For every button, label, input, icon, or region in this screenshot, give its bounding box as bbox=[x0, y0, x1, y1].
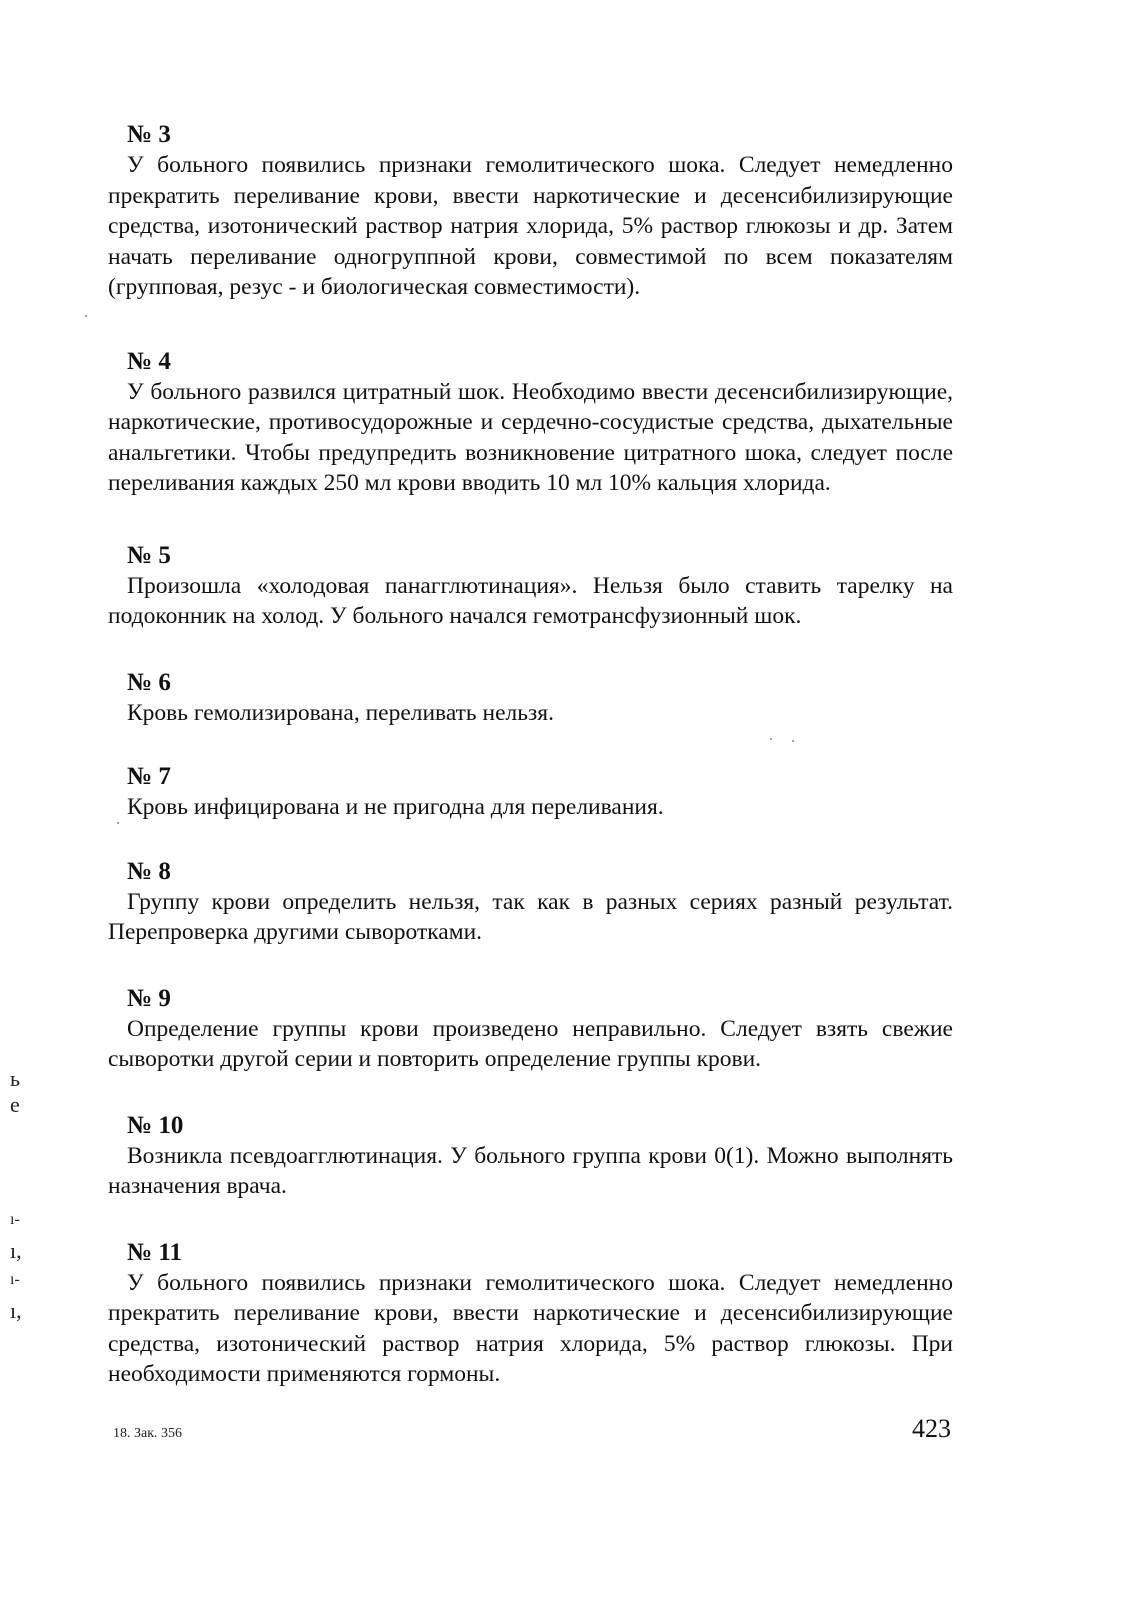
answers-section bbox=[108, 120, 953, 1390]
answer-item-11 bbox=[108, 1238, 953, 1390]
margin-fragment: ı, bbox=[10, 1298, 22, 1323]
answer-text: Кровь инфицирована и не пригодна для переливания. bbox=[127, 794, 664, 820]
scan-speck bbox=[792, 740, 794, 742]
answer-item-5 bbox=[108, 541, 953, 632]
answer-item-10 bbox=[108, 1111, 953, 1202]
answer-text: У больного появились признаки гемолитического шока. Следует немедленно прекратить переливание крови, ввести наркотические и десенсибилизирующие средства, изотонический раствор натрия хлорида, 5% раствор глюкозы. При необходимости применяются гормоны. bbox=[108, 1269, 953, 1387]
scan-speck bbox=[770, 738, 772, 740]
answer-item-3 bbox=[108, 120, 953, 303]
answer-number: № 8 bbox=[127, 857, 171, 885]
answer-text: Кровь гемолизирована, переливать нельзя. bbox=[127, 699, 554, 726]
scan-speck bbox=[117, 822, 119, 824]
answer-number: № 11 bbox=[127, 1238, 182, 1266]
answer-item-4 bbox=[108, 347, 953, 499]
answer-text: У больного появились признаки гемолитического шока. Следует немедленно прекратить переливание крови, ввести наркотические и десенсибилизирующие средства, изотонический раствор натрия хлорида, 5% раствор глюкозы и др. Затем начать переливание одногруппной крови, совместимой по всем показателям (групповая, резус - и биологическая совместимости). bbox=[108, 152, 953, 300]
answer-item-6 bbox=[108, 668, 953, 729]
answer-number: № 10 bbox=[127, 1111, 184, 1139]
margin-fragment: ı, bbox=[10, 1238, 22, 1263]
answer-item-8 bbox=[108, 857, 953, 948]
margin-fragment: е bbox=[10, 1092, 20, 1117]
answer-text: Определение группы крови произведено неправильно. Следует взять свежие сыворотки другой серии и повторить определение группы крови. bbox=[108, 1015, 953, 1072]
answer-number: № 5 bbox=[127, 541, 171, 569]
margin-fragment: ı- bbox=[10, 1271, 20, 1288]
answer-item-9 bbox=[108, 984, 953, 1075]
page-number: 423 bbox=[912, 1414, 951, 1443]
answer-number: № 6 bbox=[127, 668, 171, 696]
margin-fragment: ь bbox=[10, 1066, 21, 1091]
answer-text: У больного развился цитратный шок. Необходимо ввести десенсибилизирующие, наркотические, противосудорожные и сердечно-сосудистые средства, дыхательные анальгетики. Чтобы предупредить возникновение цитратного шока, следует после переливания каждых 250 мл крови вводить 10 мл 10% кальция хлорида. bbox=[108, 378, 953, 496]
answer-number: № 9 bbox=[127, 984, 171, 1012]
scan-speck bbox=[85, 315, 87, 317]
answer-text: Произошла «холодовая панагглютинация». Нельзя было ставить тарелку на подоконник на холод. У больного начался гемотрансфузионный шок. bbox=[108, 572, 953, 629]
answer-text: Возникла псевдоагглютинация. У больного группа крови 0(1). Можно выполнять назначения врача. bbox=[108, 1142, 953, 1199]
print-order-mark: 18. Зак. 356 bbox=[113, 1426, 183, 1441]
answer-number: № 7 bbox=[127, 763, 171, 790]
margin-fragment: ı- bbox=[10, 1211, 20, 1228]
answer-number: № 3 bbox=[127, 121, 171, 148]
answer-number: № 4 bbox=[127, 347, 171, 375]
answer-text: Группу крови определить нельзя, так как в разных сериях разный результат. Перепроверка другими сыворотками. bbox=[108, 888, 953, 945]
answer-item-7 bbox=[108, 762, 953, 823]
